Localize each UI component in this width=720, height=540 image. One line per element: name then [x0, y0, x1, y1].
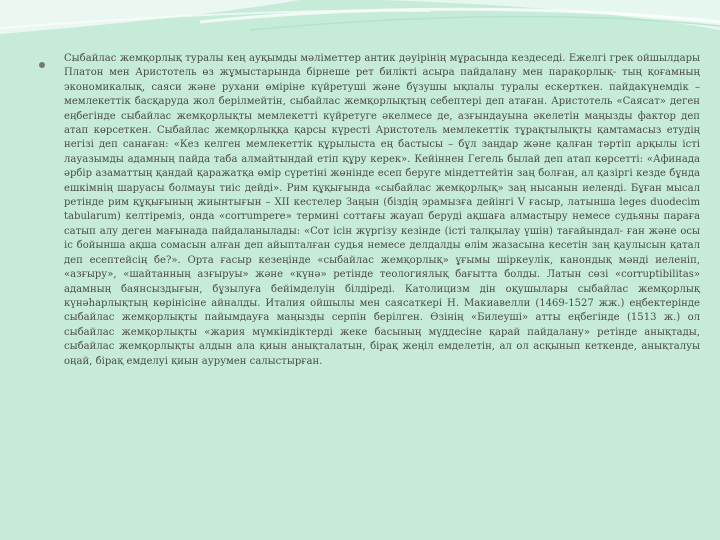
bullet-marker — [39, 62, 45, 68]
body-paragraph: Сыбайлас жемқорлық туралы кең ауқымды мәліметтер антик дәуірінің мұрасында кездеседі. Ежелгі грек ойшылдары Платон мен Аристотель өз жұмыстарында бірнеше рет билікті асыра пайдалану мен парақорлық- тың қоғамның экономикалық, саяси және рухани өміріне күйретуші және бүзушы ықпалы туралы ескерткен. пайдакүнемдік – мемлекеттік басқаруда жол берілмейтін, сыбайлас жемқорлықтың себептері деп атаған. Аристотель «Саясат» деген еңбегінде сыбайлас жемқорлықты мемлекетті күйретуге әкелмесе де, азғындауына әкелетін маңызды фактор деп атап көрсеткен. Сыбайлас жемқорлыққа қарсы күресті Аристотель мемлекеттік тұрақтылықты қамтамасыз етудің негізі деп санаған: «Кез келген мемлекеттік құрылыста ең бастысы – бұл заңдар және қалған тәртіп арқылы істі лауазымды адамның пайда таба алмайтындай етіп құру керек». Кейіннен Гегель былай деп атап көрсетті: «Афинада әрбір азаматтың қандай қаражатқа өмір сүретіні жөнінде есеп беруге міндеттейтін заң болған, ал қазіргі кезде бұнда ешкімнің шаруасы болмауы тиіс дейді». Рим құқығында «сыбайлас жемқорлық» заң нысанын иеленді. Бұған мысал ретінде рим құқығының жиынтығын – XII кестелер Заңын (біздің эрамызға дейінгі V ғасыр, латынша leges duodecim tabularum) келтіреміз, онда «corrumpere» термині соттағы жауап беруді ақшаға алмастыру немесе судьяны параға сатып алу деген мағынада пайдаланылады: «Сот ісін жүргізу кезінде (істі талқылау үшін) тағайындал- ған және осы іс бойынша ақша сомасын алған деп айыпталған судья немесе делдалды өлім жазасына кесетін заң қаулысын қатал деп есептейсің бе?». Орта ғасыр кезеңінде «сыбайлас жемқорлық» ұғымы шіркеулік, канондық мәнді иеленіп, «азғыру», «шайтанның азғыруы» және «күнә» ретінде теологиялық бағытта болды. Латын сөзі «corruptibilitas» адамның баянсыздығын, бұзылуға бейімделуін білдіреді. Католицизм дін оқушылары сыбайлас жемқорлық күнәһарлықтың көрінісіне айналды. Италия ойшылы мен саясаткері Н. Макиавелли (1469-1527 жж.) еңбектерінде сыбайлас жемқорлықты пайымдауға маңызды серпін берілген. Өзінің «Билеуші» атты еңбегінде (1513 ж.) ол сыбайлас жемқорлықты «жария мүмкіндіктерді жеке басының мүддесіне қарай пайдалану» ретінде анықтады, сыбайлас жемқорлықты алдын ала қиын анықталатын, бірақ жеңіл емделетін, ал ол асқынып кеткенде, анықталуы оңай, бірақ емделуі қиын аурумен салыстырған. — [64, 53, 700, 367]
body-text-block — [64, 52, 700, 369]
